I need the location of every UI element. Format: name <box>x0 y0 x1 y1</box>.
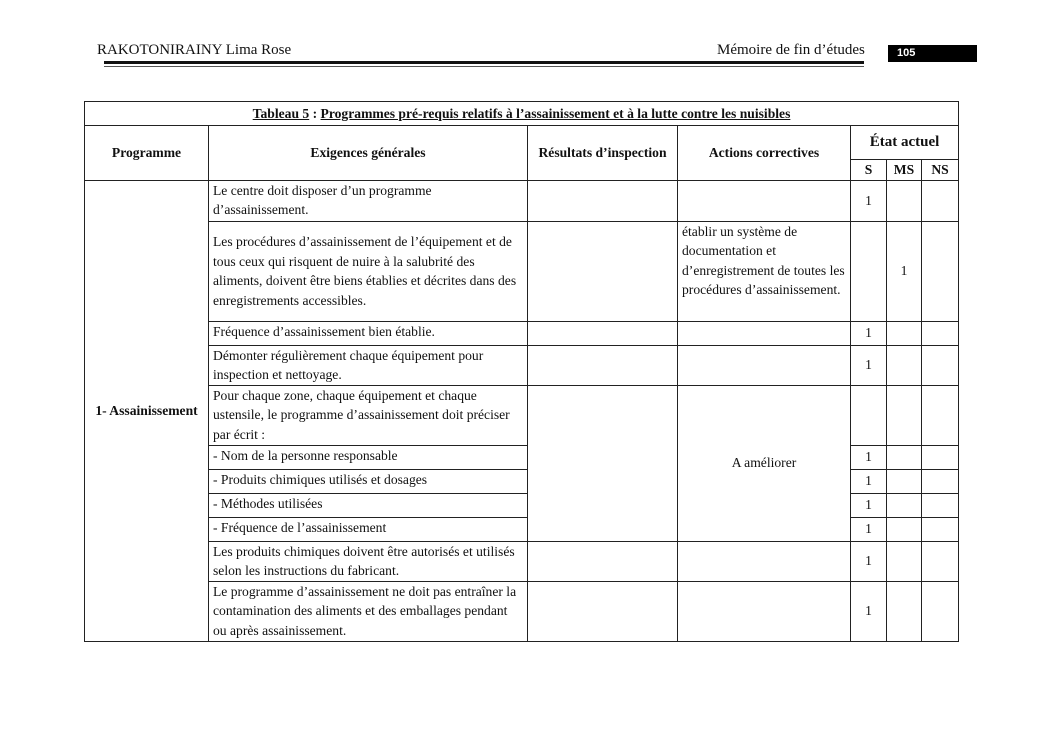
header-actions: Actions correctives <box>678 126 851 181</box>
action-cell <box>678 541 851 581</box>
table-row <box>85 541 959 581</box>
requirement-cell: Le programme d’assainissement ne doit pas entraîner la contamination des aliments et des emballages pendant ou après assainissement. <box>209 581 528 641</box>
status-ms-cell <box>887 517 922 541</box>
status-ns-cell <box>922 517 959 541</box>
header-author: RAKOTONIRAINY Lima Rose <box>97 42 292 58</box>
result-cell <box>528 581 678 641</box>
requirement-cell: Démonter régulièrement chaque équipement pour inspection et nettoyage. <box>209 345 528 385</box>
status-ns-cell <box>922 321 959 345</box>
status-s-cell: 1 <box>851 345 887 385</box>
status-s-cell: 1 <box>851 581 887 641</box>
action-cell <box>678 345 851 385</box>
requirement-cell: - Fréquence de l’assainissement <box>209 517 528 541</box>
status-s-cell: 1 <box>851 469 887 493</box>
status-s-cell: 1 <box>851 180 887 221</box>
requirement-cell: Les produits chimiques doivent être autorisés et utilisés selon les instructions du fabricant. <box>209 541 528 581</box>
status-s-cell <box>851 221 887 321</box>
header-rule <box>104 61 864 64</box>
action-cell: établir un système de documentation et d’enregistrement de toutes les procédures d’assainissement. <box>678 221 851 321</box>
programme-cell: 1- Assainissement <box>85 180 209 641</box>
header-document-title: Mémoire de fin d’études <box>717 42 865 58</box>
header-ns: NS <box>922 160 959 181</box>
header-programme: Programme <box>85 126 209 181</box>
requirement-cell: Fréquence d’assainissement bien établie. <box>209 321 528 345</box>
status-ns-cell <box>922 445 959 469</box>
header-etat-actuel: État actuel <box>851 126 959 160</box>
requirement-cell: Le centre doit disposer d’un programme d’assainissement. <box>209 180 528 221</box>
table-row <box>85 321 959 345</box>
status-ms-cell: 1 <box>887 221 922 321</box>
action-cell <box>678 321 851 345</box>
status-ms-cell <box>887 445 922 469</box>
status-ns-cell <box>922 541 959 581</box>
status-ns-cell <box>922 385 959 445</box>
header-s: S <box>851 160 887 181</box>
status-ns-cell <box>922 345 959 385</box>
caption-text: Programmes pré-requis relatifs à l’assainissement et à la lutte contre les nuisibles <box>320 105 791 121</box>
result-cell <box>528 385 678 541</box>
action-cell <box>678 180 851 221</box>
prerequisite-programs-table <box>84 101 959 642</box>
status-s-cell: 1 <box>851 493 887 517</box>
status-ms-cell <box>887 469 922 493</box>
result-cell <box>528 541 678 581</box>
header-rule-thin <box>104 66 864 67</box>
table-caption <box>85 102 959 126</box>
requirement-cell: Les procédures d’assainissement de l’équipement et de tous ceux qui risquent de nuire à la salubrité des aliments, doivent être biens établies et décrites dans des enregistrements accessibles. <box>209 221 528 321</box>
status-s-cell: 1 <box>851 445 887 469</box>
status-s-cell: 1 <box>851 541 887 581</box>
status-s-cell: 1 <box>851 517 887 541</box>
requirement-cell: Pour chaque zone, chaque équipement et chaque ustensile, le programme d’assainissement doit préciser par écrit : <box>209 385 528 445</box>
result-cell <box>528 180 678 221</box>
status-ns-cell <box>922 469 959 493</box>
table-row <box>85 581 959 641</box>
header-ms: MS <box>887 160 922 181</box>
page-number: 105 <box>888 45 977 62</box>
table-row <box>85 385 959 445</box>
status-ns-cell <box>922 581 959 641</box>
header-resultats: Résultats d’inspection <box>528 126 678 181</box>
requirement-cell: - Produits chimiques utilisés et dosages <box>209 469 528 493</box>
table-row <box>85 180 959 221</box>
status-ms-cell <box>887 581 922 641</box>
header-exigences: Exigences générales <box>209 126 528 181</box>
status-ms-cell <box>887 345 922 385</box>
status-ms-cell <box>887 493 922 517</box>
status-ms-cell <box>887 180 922 221</box>
result-cell <box>528 221 678 321</box>
result-cell <box>528 345 678 385</box>
status-ns-cell <box>922 493 959 517</box>
status-s-cell <box>851 385 887 445</box>
status-ns-cell <box>922 221 959 321</box>
table-row <box>85 345 959 385</box>
requirement-cell: - Nom de la personne responsable <box>209 445 528 469</box>
action-cell <box>678 581 851 641</box>
merged-action-cell: A améliorer <box>678 385 851 541</box>
status-ms-cell <box>887 541 922 581</box>
status-ms-cell <box>887 321 922 345</box>
status-ns-cell <box>922 180 959 221</box>
table-row <box>85 221 959 321</box>
requirement-cell: - Méthodes utilisées <box>209 493 528 517</box>
caption-separator: : <box>309 105 321 121</box>
status-ms-cell <box>887 385 922 445</box>
caption-label: Tableau 5 <box>252 105 310 121</box>
status-s-cell: 1 <box>851 321 887 345</box>
result-cell <box>528 321 678 345</box>
